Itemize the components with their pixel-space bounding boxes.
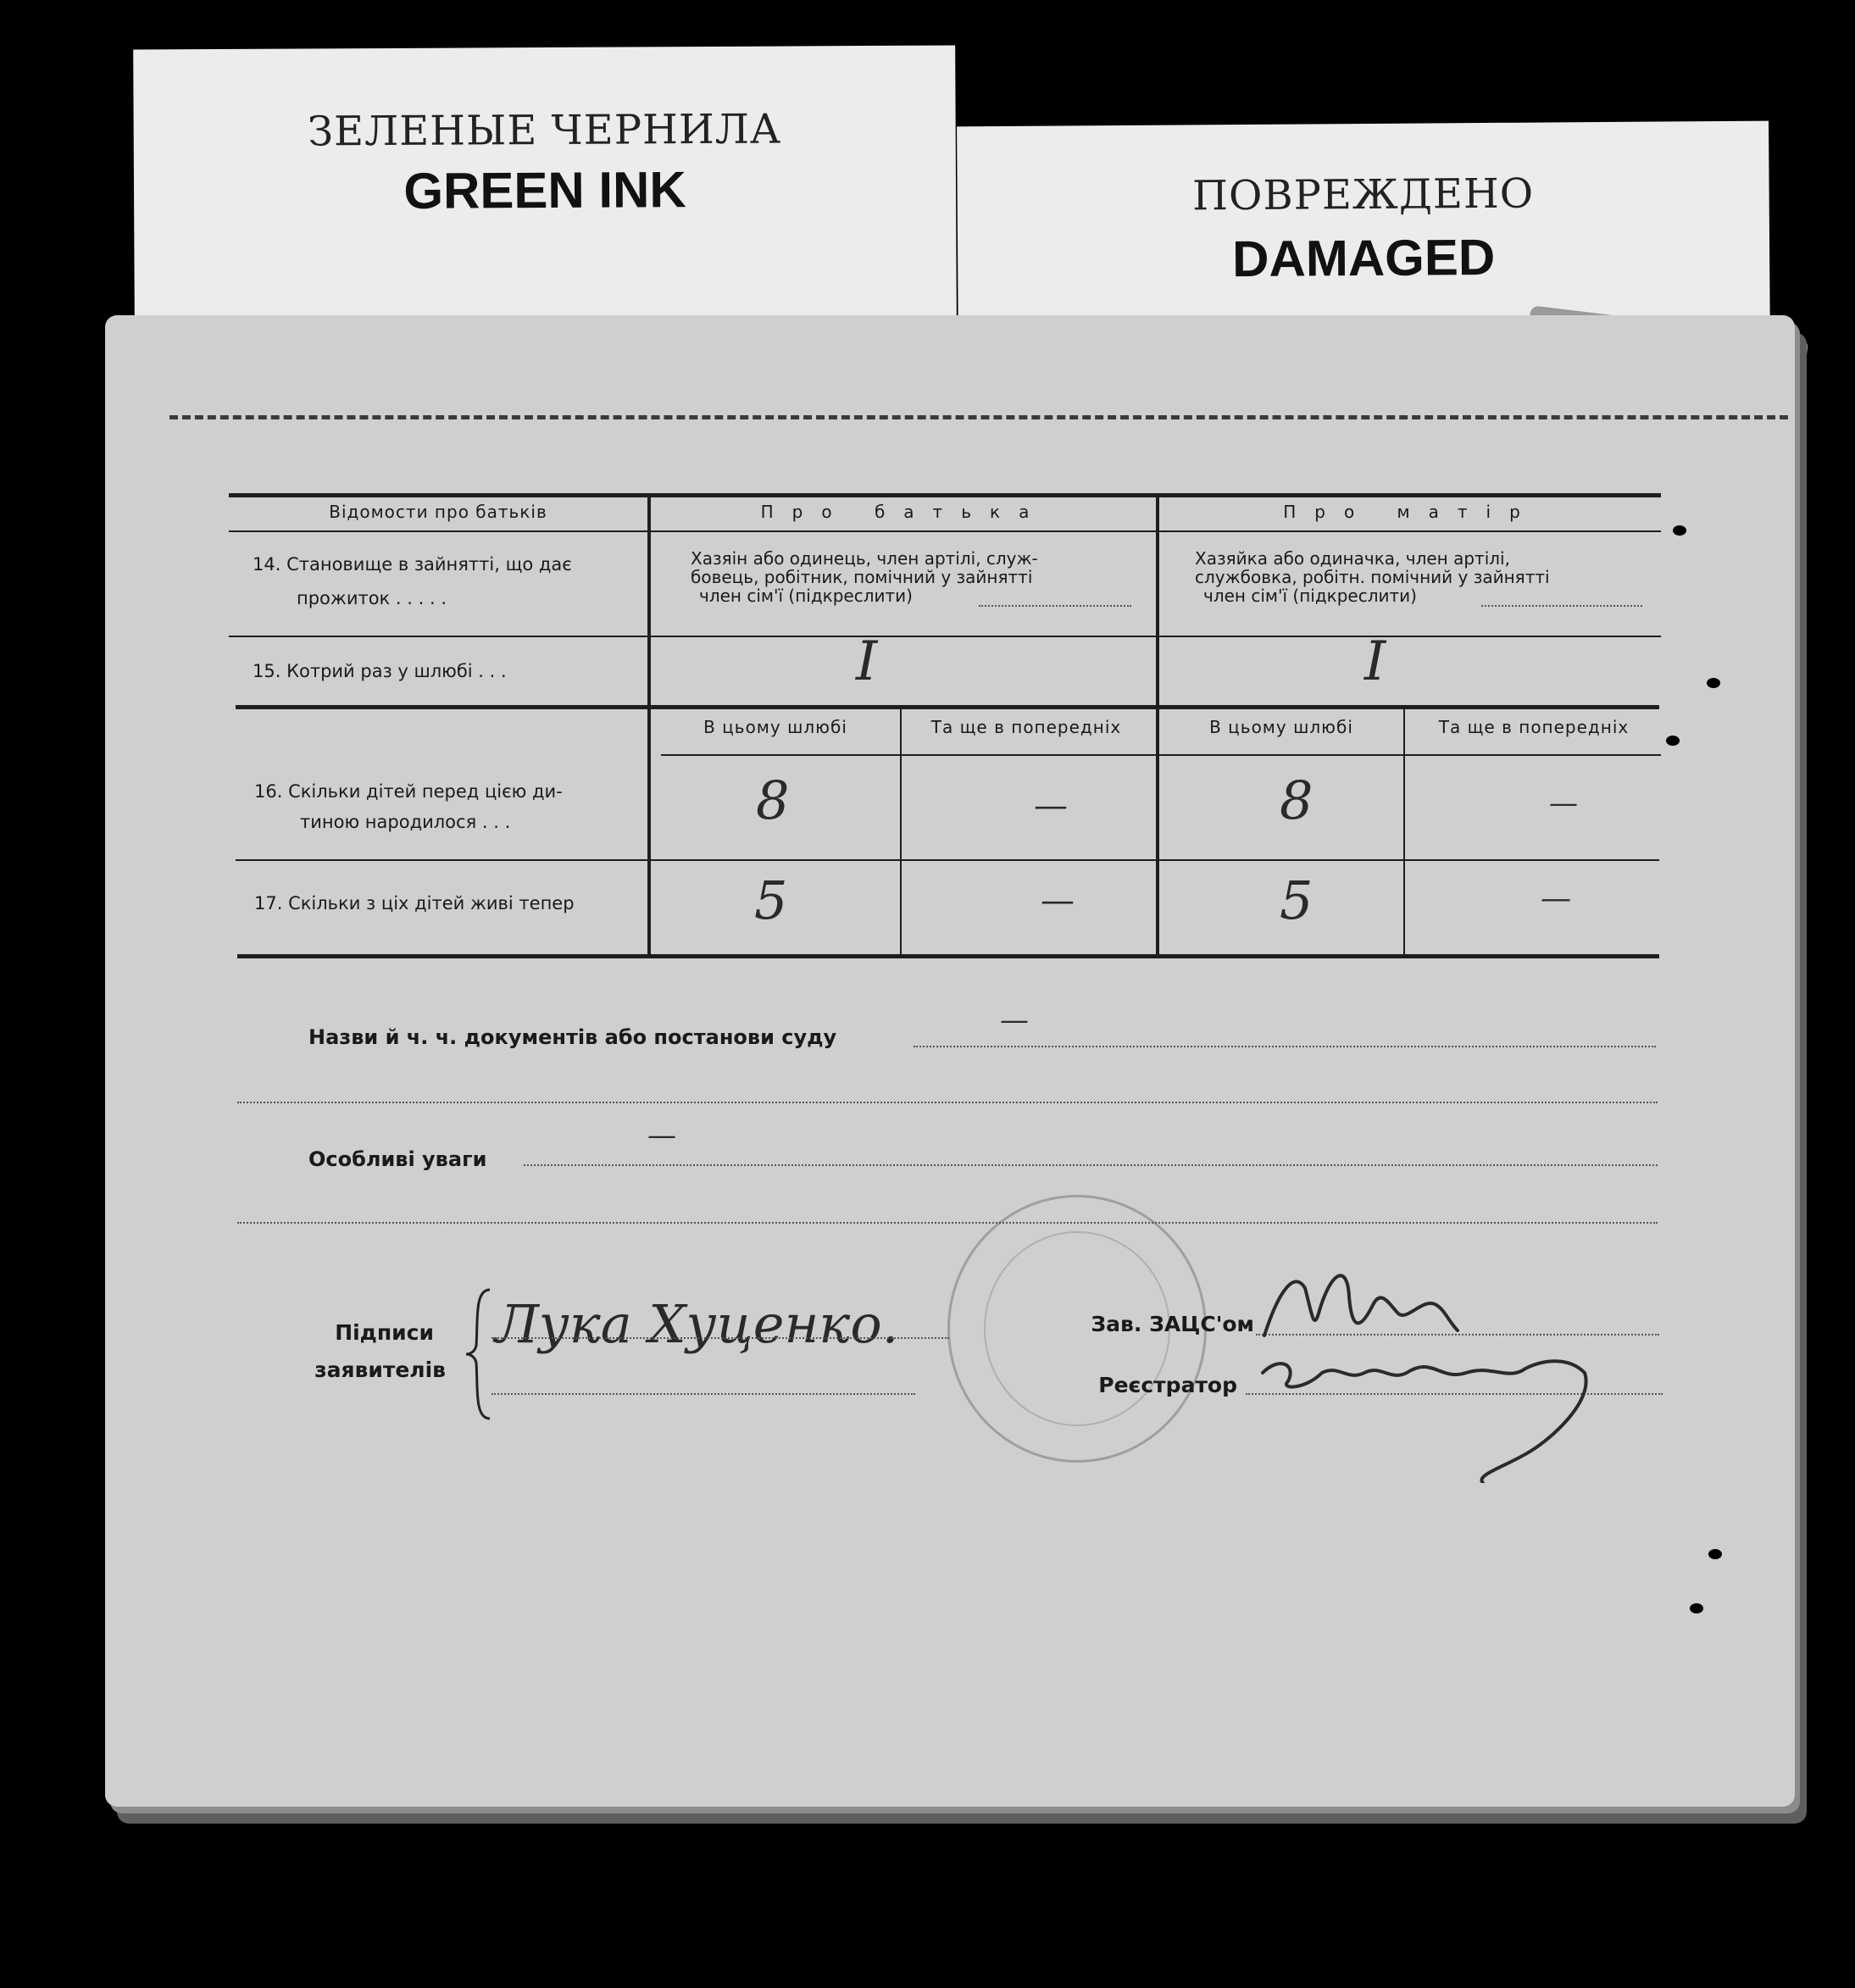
green-ink-label-en: GREEN INK (403, 161, 686, 219)
remarks-value: — (647, 1119, 676, 1152)
row15-father-value: I (856, 630, 878, 693)
punch-hole (1707, 678, 1720, 688)
table-col-rule (647, 493, 651, 956)
punch-hole (1666, 736, 1680, 746)
row17-father-this: 5 (754, 869, 788, 931)
subheader-mother-this: В цьому шлюбі (1209, 717, 1353, 737)
documents-dotted-line-2 (237, 1102, 1658, 1103)
row17-mother-prev: — (1541, 881, 1571, 916)
row17-father-prev: — (1041, 881, 1075, 920)
damaged-label-ru: ПОВРЕЖДЕНО (1191, 169, 1535, 220)
applicants-label-2: заявителів (314, 1358, 446, 1382)
table-col-rule (900, 707, 902, 956)
remarks-dotted-line-2 (237, 1222, 1658, 1224)
remarks-label: Особливі уваги (308, 1147, 487, 1171)
punch-hole (1708, 1549, 1722, 1559)
documents-dotted-line (914, 1046, 1656, 1047)
punch-hole (1690, 1603, 1703, 1613)
table-col-rule (1156, 493, 1159, 956)
row16-label-line1: 16. Скільки дітей перед цією ди- (254, 781, 563, 802)
row14-mother-line2: службовка, робітн. помічний у зайнятті (1195, 567, 1550, 587)
table-row-rule (229, 636, 1661, 637)
row16-mother-this: 8 (1280, 769, 1313, 831)
head-zags-label: Зав. ЗАЦС'ом (1091, 1312, 1254, 1336)
subheader-father-this: В цьому шлюбі (703, 717, 847, 737)
documents-value: — (1000, 1003, 1029, 1037)
row14-label-line1: 14. Становище в зайнятті, що дає (253, 554, 572, 575)
row15-label: 15. Котрий раз у шлюбі . . . (253, 661, 507, 681)
subheader-mother-prev: Та ще в попередніх (1438, 717, 1630, 737)
table-bottom-rule (237, 954, 1659, 958)
row14-mother-line3: член сім'ї (підкреслити) (1203, 586, 1417, 606)
row14-mother-dotted (1481, 605, 1642, 607)
row14-father-line3: член сім'ї (підкреслити) (699, 586, 913, 606)
row14-mother-line1: Хазяйка або одиначка, член артілі, (1195, 548, 1510, 569)
subheader-father-prev: Та ще в попередніх (930, 717, 1122, 737)
registrar-signature (1254, 1347, 1602, 1483)
applicants-brace (464, 1286, 498, 1422)
table-row-rule (236, 705, 1659, 709)
header-parents-info: Відомости про батьків (329, 502, 547, 522)
applicants-label-1: Підписи (335, 1320, 434, 1345)
table-header-rule (229, 530, 1661, 532)
parents-info-table (229, 490, 1661, 958)
row14-father-line2: бовець, робітник, помічний у зайнятті (691, 567, 1033, 587)
documents-label: Назви й ч. ч. документів або постанови суду (308, 1025, 837, 1049)
row14-label-line2: прожиток . . . . . (297, 588, 447, 608)
remarks-dotted-line (524, 1164, 1658, 1166)
header-mother: Про матір (1283, 502, 1539, 522)
row15-mother-value: I (1364, 630, 1386, 693)
row17-mother-this: 5 (1280, 869, 1313, 931)
row14-father-dotted (979, 605, 1131, 607)
table-row-rule (236, 859, 1659, 861)
row17-label: 17. Скільки з ціх дітей живі тепер (254, 893, 575, 913)
punch-hole (1673, 525, 1686, 536)
table-col-rule (1403, 707, 1405, 956)
row16-father-prev: — (1034, 786, 1068, 825)
perforation-line (169, 415, 1788, 419)
row16-father-this: 8 (756, 769, 790, 831)
row14-father-line1: Хазяін або одинець, член артілі, служ- (691, 548, 1038, 569)
green-ink-label-ru: ЗЕЛЕНЫЕ ЧЕРНИЛА (308, 105, 782, 156)
applicant-signature: Лука Хуценко. (495, 1293, 899, 1355)
applicant-signature-line-2 (492, 1393, 915, 1395)
row16-label-line2: тиною народилося . . . (300, 812, 511, 832)
row16-mother-prev: — (1549, 786, 1578, 820)
header-father: Про батька (760, 502, 1048, 522)
registrar-label: Реєстратор (1098, 1373, 1237, 1397)
applicant-signature-line (492, 1337, 949, 1339)
green-ink-label-card (133, 45, 957, 320)
table-subheader-rule (661, 754, 1661, 756)
damaged-label-en: DAMAGED (1231, 228, 1496, 288)
